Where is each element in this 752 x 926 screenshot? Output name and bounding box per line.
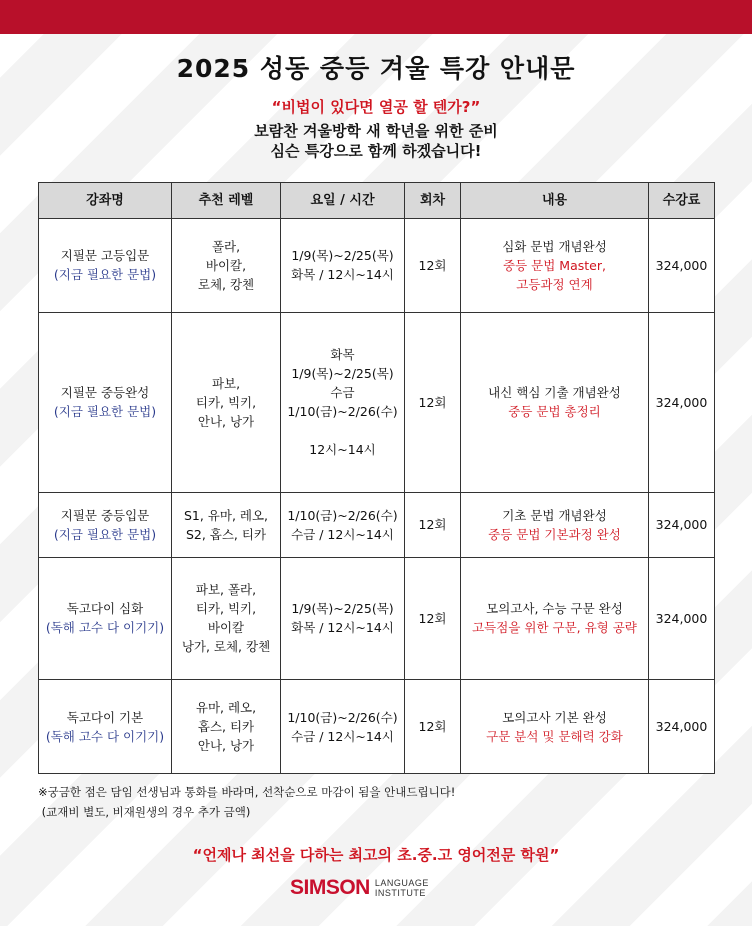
content-highlight: 고등과정 연계 (516, 276, 593, 292)
schedule-line: 1/9(목)~2/25(목) (291, 248, 394, 264)
content-cell (461, 312, 649, 492)
course-name: 독고다이 심화 (66, 601, 144, 617)
course-name-cell (39, 219, 172, 313)
course-name: 독고다이 기본 (66, 709, 144, 725)
content-highlight: 고득점을 위한 구문, 유형 공략 (472, 620, 637, 636)
intro-line: 심슨 특강으로 함께 하겠습니다! (270, 142, 482, 160)
schedule-cell (281, 557, 405, 679)
schedule-line: 12시~14시 (309, 442, 376, 458)
table-row (39, 219, 715, 313)
sessions-cell: 12회 (405, 219, 461, 313)
course-name-cell (39, 680, 172, 774)
table-row (39, 312, 715, 492)
level-line: 티카, 빅키, (195, 394, 257, 410)
content-main: 내신 핵심 기출 개념완성 (488, 385, 621, 401)
level-line: 폴라, (211, 238, 241, 254)
logo-subtitle-line: LANGUAGE (374, 878, 429, 888)
notice-text (38, 782, 455, 822)
header-slogan: “비법이 있다면 열공 할 텐가?” (271, 98, 481, 116)
course-subtitle: (지금 필요한 문법) (53, 526, 157, 542)
logo-wordmark: SIMSON (290, 876, 370, 899)
schedule-line: 1/10(금)~2/26(수) (287, 709, 398, 725)
schedule-cell (281, 219, 405, 313)
content-main: 모의고사, 수능 구문 완성 (486, 601, 623, 617)
course-name-cell (39, 557, 172, 679)
level-line: 로체, 캉첸 (197, 276, 255, 292)
page-title: 2025 성동 중등 겨울 특강 안내문 (176, 54, 576, 83)
sessions-cell: 12회 (405, 680, 461, 774)
course-table (38, 182, 715, 774)
schedule-cell (281, 492, 405, 557)
logo-subtitle-line: INSTITUTE (374, 888, 426, 898)
content-main: 기초 문법 개념완성 (502, 507, 607, 523)
table-row (39, 492, 715, 557)
column-header-schedule: 요일 / 시간 (281, 183, 405, 219)
level-line: 안나, 낭가 (197, 413, 255, 429)
level-line: 홉스, 티카 (197, 719, 255, 735)
schedule-cell (281, 680, 405, 774)
column-header-course: 강좌명 (39, 183, 172, 219)
content-cell (461, 492, 649, 557)
fee-cell: 324,000 (649, 492, 715, 557)
schedule-line: 화목 / 12시~14시 (291, 267, 394, 283)
level-cell (172, 557, 281, 679)
fee-cell: 324,000 (649, 680, 715, 774)
content-cell (461, 219, 649, 313)
level-line: 티카, 빅키, (195, 601, 257, 617)
fee-cell: 324,000 (649, 219, 715, 313)
schedule-line: 수금 / 12시~14시 (291, 728, 394, 744)
course-subtitle: (지금 필요한 문법) (53, 404, 157, 420)
fee-cell: 324,000 (649, 557, 715, 679)
schedule-line: 1/9(목)~2/25(목) (291, 601, 394, 617)
logo-subtitle (375, 878, 429, 898)
table-row (39, 680, 715, 774)
footer-slogan: “언제나 최선을 다하는 최고의 초.중.고 영어전문 학원” (192, 846, 560, 864)
content-highlight: 중등 문법 Master, (503, 257, 606, 273)
content-cell (461, 680, 649, 774)
schedule-line: 화목 (330, 347, 355, 363)
table-row (39, 557, 715, 679)
schedule-line: 수금 / 12시~14시 (291, 526, 394, 542)
course-subtitle: (독해 고수 다 이기기) (45, 728, 165, 744)
schedule-line: 수금 (330, 385, 355, 401)
column-header-fee: 수강료 (649, 183, 715, 219)
table-header-row (39, 183, 715, 219)
level-line: 유마, 레오, (195, 700, 257, 716)
level-line: 안나, 낭가 (197, 738, 255, 754)
level-line: 바이칼 (207, 620, 245, 636)
content-cell (461, 557, 649, 679)
schedule-spacer (284, 421, 401, 440)
level-line: 파보, 폴라, (195, 582, 257, 598)
schedule-line: 1/9(목)~2/25(목) (291, 366, 394, 382)
schedule-line: 화목 / 12시~14시 (291, 620, 394, 636)
content-highlight: 구문 분석 및 문해력 강화 (486, 728, 623, 744)
level-cell (172, 492, 281, 557)
sessions-cell: 12회 (405, 492, 461, 557)
content-highlight: 중등 문법 총정리 (508, 404, 601, 420)
level-line: 낭가, 로체, 캉첸 (181, 639, 271, 655)
schedule-line: 1/10(금)~2/26(수) (287, 404, 398, 420)
column-header-content: 내용 (461, 183, 649, 219)
level-line: S1, 유마, 레오, (183, 507, 269, 523)
intro-text (0, 121, 752, 161)
fee-cell: 324,000 (649, 312, 715, 492)
level-line: 파보, (211, 375, 241, 391)
course-name: 지필문 중등완성 (60, 385, 150, 401)
level-cell (172, 312, 281, 492)
level-line: 바이칼, (205, 257, 247, 273)
content-main: 심화 문법 개념완성 (502, 238, 607, 254)
content-highlight: 중등 문법 기본과정 완성 (488, 526, 621, 542)
column-header-level: 추천 레벨 (172, 183, 281, 219)
top-banner-bar (0, 0, 752, 34)
course-name: 지필문 고등입문 (60, 248, 150, 264)
simson-logo (290, 876, 429, 900)
notice-line: ※궁금한 점은 담임 선생님과 통화를 바라며, 선착순으로 마감이 됨을 안내드립니다! (38, 785, 456, 799)
course-name-cell (39, 492, 172, 557)
course-name-cell (39, 312, 172, 492)
course-name: 지필문 중등입문 (60, 507, 150, 523)
level-line: S2, 홉스, 티카 (185, 526, 267, 542)
course-subtitle: (지금 필요한 문법) (53, 267, 157, 283)
sessions-cell: 12회 (405, 312, 461, 492)
course-subtitle: (독해 고수 다 이기기) (45, 620, 165, 636)
intro-line: 보람찬 겨울방학 새 학년을 위한 준비 (254, 122, 498, 140)
schedule-cell (281, 312, 405, 492)
level-cell (172, 680, 281, 774)
sessions-cell: 12회 (405, 557, 461, 679)
content-main: 모의고사 기본 완성 (502, 709, 607, 725)
schedule-line: 1/10(금)~2/26(수) (287, 507, 398, 523)
notice-line: (교재비 별도, 비재원생의 경우 추가 금액) (38, 805, 251, 819)
level-cell (172, 219, 281, 313)
column-header-sessions: 회차 (405, 183, 461, 219)
